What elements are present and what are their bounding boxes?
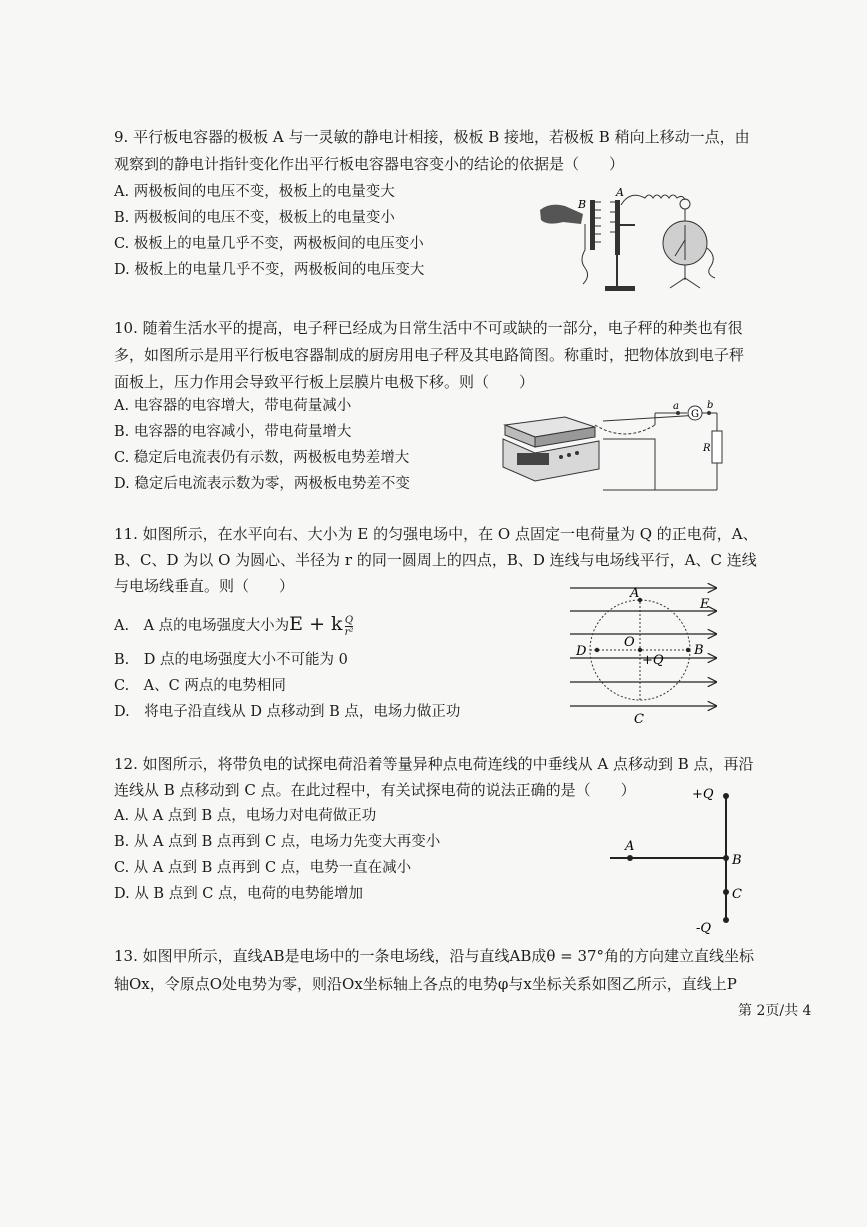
point-a-label: A (630, 586, 640, 601)
point-b-label: B (694, 643, 704, 658)
q12-option-a: A. 从 A 点到 B 点，电场力对电荷做正功 (114, 808, 377, 824)
q11-option-d: D. 将电子沿直线从 D 点移动到 B 点，电场力做正功 (114, 704, 461, 720)
q11-option-c: C. A、C 两点的电势相同 (114, 678, 286, 694)
point-a-label: A (625, 839, 635, 854)
q10-option-a: A. 电容器的电容增大，带电荷量减小 (114, 398, 352, 414)
page-number: 第 2页/共 4 (738, 1003, 812, 1019)
q11-option-b: B. D 点的电场强度大小不可能为 0 (114, 652, 348, 668)
q9-option-b: B. 两极板间的电压不变，极板上的电量变小 (114, 210, 395, 226)
q10-option-d: D. 稳定后电流表示数为零，两极板电势差不变 (114, 476, 410, 492)
q10-option-b: B. 电容器的电容减小，带电荷量增大 (114, 424, 352, 440)
q11-fraction-den: r² (344, 626, 354, 638)
q13-stem-line1: 13. 如图甲所示，直线AB是电场中的一条电场线，沿与直线AB成θ = 37°角的方向建立直线坐标 (114, 947, 755, 965)
point-d-label: D (576, 644, 587, 659)
q10-option-c: C. 稳定后电流表仍有示数，两极板电势差增大 (114, 450, 410, 466)
electroscope-figure (535, 180, 735, 300)
q9-stem-line2: 观察到的静电计指针变化作出平行板电容器电容变小的结论的依据是（ ） (114, 155, 625, 173)
q10-stem-line2: 多，如图所示是用平行板电容器制成的厨房用电子秤及其电路简图。称重时，把物体放到电子秤 (114, 346, 745, 364)
negative-charge-label: -Q (696, 921, 712, 936)
q12-stem-line1: 12. 如图所示，将带负电的试探电荷沿着等量异种点电荷连线的中垂线从 A 点移动到 B 点，再沿 (114, 755, 754, 773)
q9-option-c: C. 极板上的电量几乎不变，两极板间的电压变小 (114, 236, 424, 252)
scale-display (517, 453, 549, 465)
q10-stem-line1: 10. 随着生活水平的提高，电子秤已经成为日常生活中不可或缺的一部分，电子秤的种类也有很 (114, 319, 743, 337)
plate-b-label: B (578, 198, 587, 211)
field-circle-figure (560, 578, 730, 728)
dipole-figure (600, 780, 750, 940)
q12-option-d: D. 从 B 点到 C 点，电荷的电势能增加 (114, 886, 364, 902)
q13-stem-line2: 轴Ox，令原点O处电势为零，则沿Ox坐标轴上各点的电势φ与x坐标关系如图乙所示，直线上P (114, 975, 737, 993)
q11-formula: E + k (289, 613, 343, 635)
point-c-label: C (732, 887, 742, 902)
q10-stem-line3: 面板上，压力作用会导致平行板上层膜片电极下移。则（ ） (114, 373, 535, 391)
q11-fraction-num: Q (344, 614, 354, 626)
plate-a-label: A (616, 186, 624, 199)
q11-stem-line2: B、C、D 为以 O 为圆心、半径为 r 的同一圆周上的四点，B、D 连线与电场线平行，A、C 连线 (114, 551, 757, 569)
q11-option-a (114, 614, 353, 638)
q12-option-c: C. 从 A 点到 B 点再到 C 点，电势一直在减小 (114, 860, 412, 876)
q11-option-a-text: A. A 点的电场强度大小为 (114, 618, 290, 634)
q12-option-b: B. 从 A 点到 B 点再到 C 点，电场力先变大再变小 (114, 834, 441, 850)
q11-stem-line1: 11. 如图所示，在水平向右、大小为 E 的匀强电场中，在 O 点固定一电荷量为 Q 的正电荷，A、 (114, 525, 758, 543)
q11-stem-line3: 与电场线垂直。则（ ） (114, 577, 295, 595)
point-o-label: O (624, 635, 635, 650)
field-e-label: E (700, 597, 710, 612)
galvanometer-label: G (691, 409, 699, 420)
q11-fraction (345, 615, 354, 638)
scale-figure (495, 395, 725, 495)
point-b-label: B (732, 853, 742, 868)
resistor (712, 431, 722, 463)
q9-option-d: D. 极板上的电量几乎不变，两极板间的电压变大 (114, 262, 425, 278)
point-c-label: C (634, 712, 644, 727)
resistor-label: R (703, 443, 711, 454)
q9-option-a: A. 两极板间的电压不变，极板上的电量变大 (114, 184, 395, 200)
charge-q-label: +Q (642, 653, 664, 668)
q12-stem-line2: 连线从 B 点移动到 C 点。在此过程中，有关试探电荷的说法正确的是（ ） (114, 781, 636, 799)
q9-stem-line1: 9. 平行板电容器的极板 A 与一灵敏的静电计相接，极板 B 接地，若极板 B 稍向上移动一点，由 (114, 128, 750, 146)
positive-charge-label: +Q (692, 787, 714, 802)
point-a-label: a (673, 401, 679, 412)
point-b-label: b (707, 400, 714, 411)
hand-icon (540, 205, 583, 224)
